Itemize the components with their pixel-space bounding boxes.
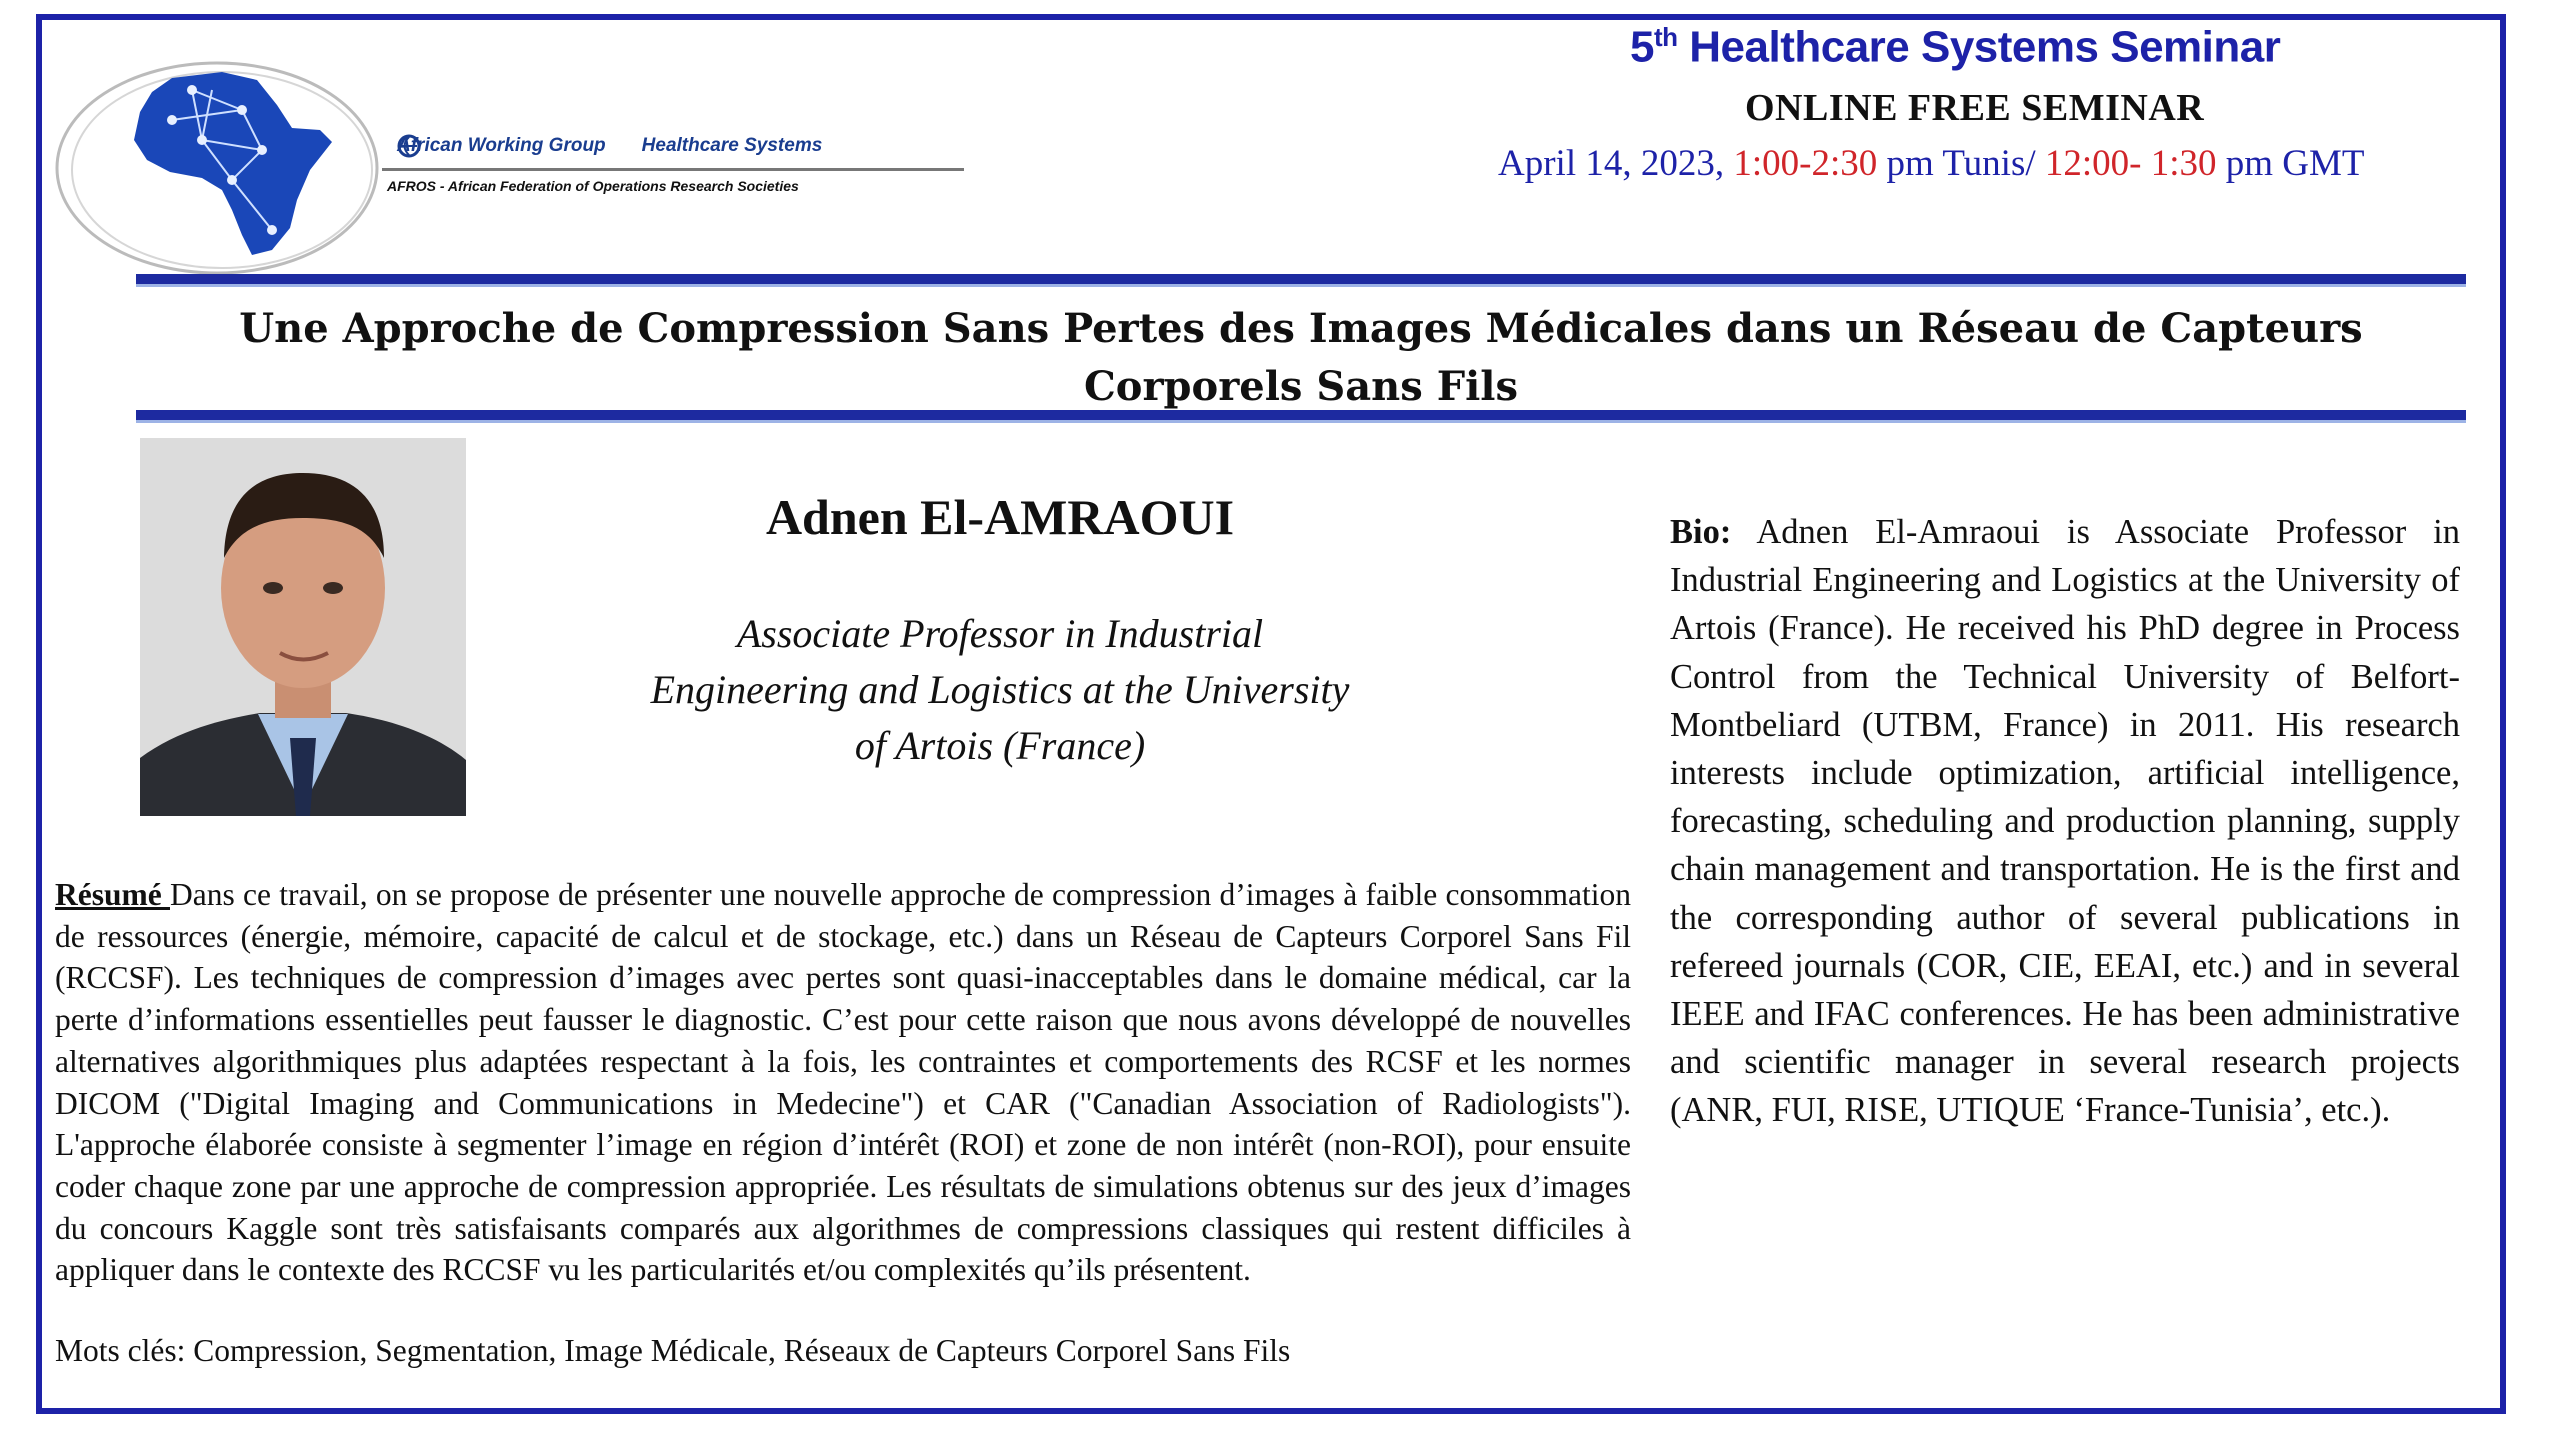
time-gmt: 12:00- 1:30 bbox=[2035, 143, 2217, 184]
seminar-date bbox=[1498, 142, 2365, 185]
talk-title: Une Approche de Compression Sans Pertes des Images Médicales dans un Réseau de Capteurs Corporels Sans Fils bbox=[239, 305, 2363, 410]
online-free-seminar: ONLINE FREE SEMINAR bbox=[1745, 87, 2205, 129]
time-tunis: 1:00-2:30 bbox=[1724, 143, 1878, 184]
abstract bbox=[55, 874, 1631, 1291]
africa-network-map-icon bbox=[52, 50, 392, 280]
abstract-label: Résumé bbox=[55, 877, 170, 912]
seminar-ordinal: th bbox=[1653, 22, 1678, 52]
seminar-number: 5 bbox=[1630, 22, 1654, 72]
afros-logo bbox=[52, 50, 972, 280]
seminar-name: Healthcare Systems Seminar bbox=[1677, 22, 2281, 72]
speaker-photo bbox=[140, 438, 466, 816]
seminar-title bbox=[1630, 22, 2280, 73]
speaker-bio bbox=[1670, 508, 2460, 1135]
gmt-label: pm GMT bbox=[2216, 143, 2365, 184]
keywords: Mots clés: Compression, Segmentation, Image Médicale, Réseaux de Capteurs Corporel Sans Fils bbox=[55, 1333, 1291, 1368]
logo-divider bbox=[382, 168, 964, 171]
bio-label: Bio: bbox=[1670, 513, 1732, 551]
speaker-name: Adnen El-AMRAOUI bbox=[765, 489, 1235, 545]
speaker-role: Associate Professor in Industrial Engineering and Logistics at the University of Artois (France) bbox=[650, 611, 1350, 768]
title-rule-top bbox=[136, 274, 2466, 287]
bio-text: Adnen El-Amraoui is Associate Professor in Industrial Engineering and Logistics at the University of Artois (France). He received his PhD degree in Process Control from the Technical University of Belfort-Montbeliard (UTBM, France) in 2011. His research interests include optimization, artificial intelligence, forecasting, scheduling and production planning, supply chain management and transportation. He is the first and the corresponding author of several publications in refereed journals (COR, CIE, EEAI, etc.) and in several IEEE and IFAC conferences. He has been administrative and scientific manager in several research projects (ANR, FUI, RISE, UTIQUE ‘France-Tunisia’, etc.). bbox=[1670, 513, 2460, 1130]
globe-icon bbox=[612, 134, 636, 158]
logo-line1-right: Healthcare Systems bbox=[641, 135, 823, 157]
date-prefix: April 14, 2023, bbox=[1498, 143, 1725, 184]
title-rule-bottom bbox=[136, 410, 2466, 423]
logo-line1-left: African Working Group bbox=[397, 135, 606, 157]
abstract-text: Dans ce travail, on se propose de présenter une nouvelle approche de compression d’images à faible consommation de ressources (énergie, mémoire, capacité de calcul et de stockage, etc.) dans un Réseau de Capteurs Corporel Sans Fil (RCCSF). Les techniques de compression d’images avec pertes sont quasi-inacceptables dans le domaine médical, car la perte d’informations essentielles peut fausser le diagnostic. C’est pour cette raison que nous avons développé de nouvelles alternatives algorithmiques plus adaptées respectant à la fois, les contraintes et comportements des RCSF et les normes DICOM ("Digital Imaging and Communications in Medecine") et CAR ("Canadian Association of Radiologists"). L'approche élaborée consiste à segmenter l’image en région d’intérêt (ROI) et zone de non intérêt (non-ROI), pour ensuite coder chaque zone par une approche de compression appropriée. Les résultats de simulations obtenus sur des jeux d’images du concours Kaggle sont très satisfaisants comparés aux algorithmes de compressions classiques qui restent difficiles à appliquer dans le contexte des RCCSF vu les particularités et/ou complexités qu’ils présentent. bbox=[55, 877, 1631, 1288]
tunis-label: pm Tunis/ bbox=[1877, 143, 2036, 184]
logo-line2: AFROS - African Federation of Operations Research Societies bbox=[387, 178, 799, 194]
